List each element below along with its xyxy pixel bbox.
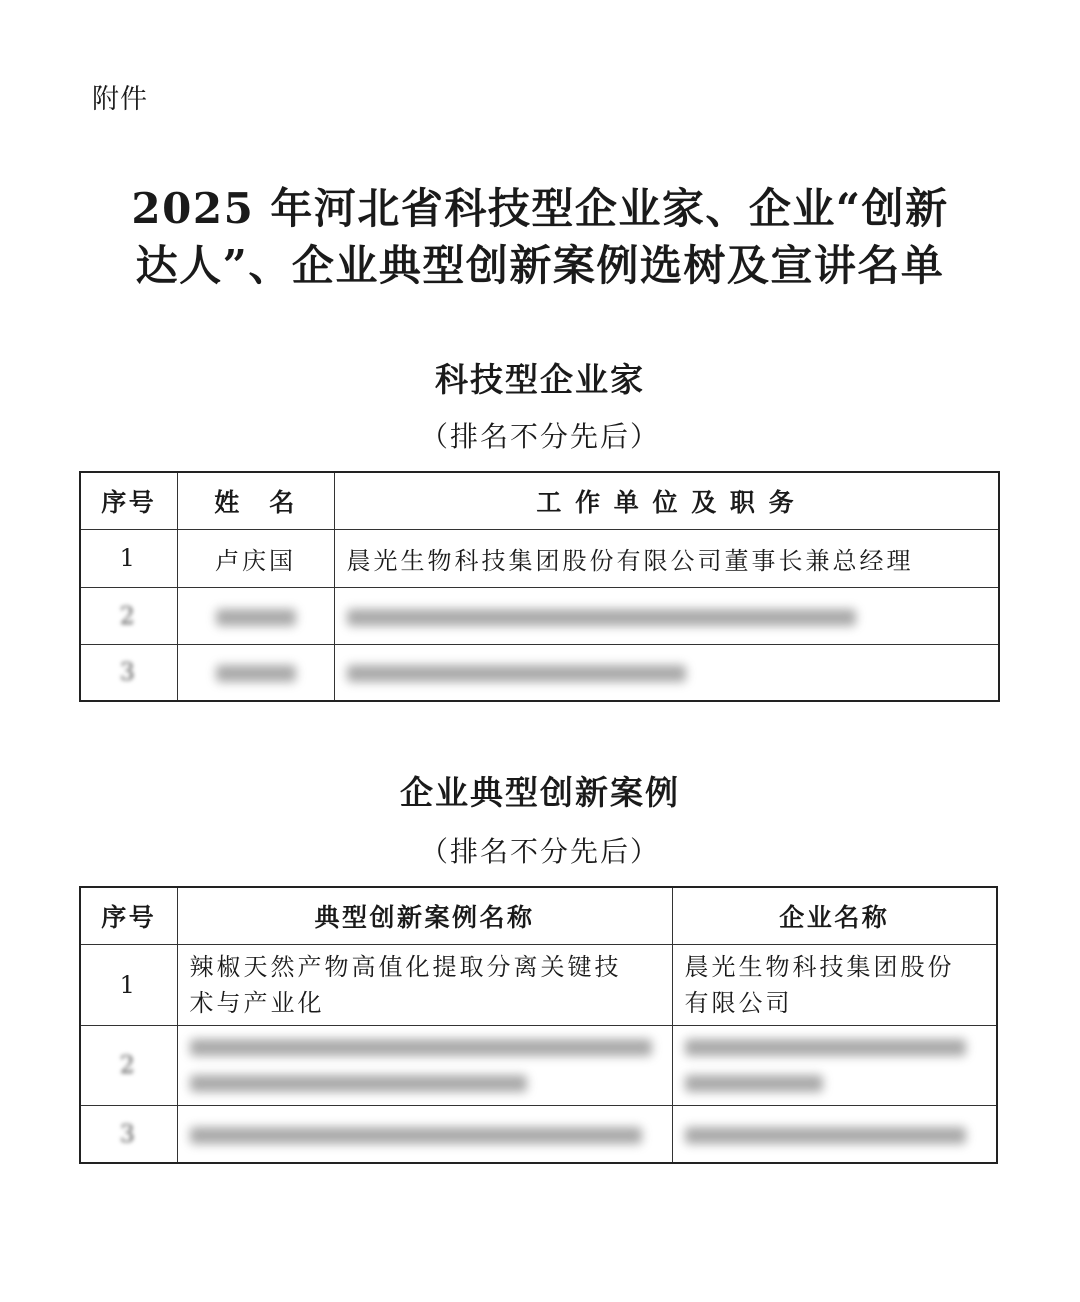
entrepreneurs-table [79, 471, 1000, 702]
innovation-cases-table [79, 886, 998, 1164]
blurred-row-number: 2 [119, 1051, 138, 1079]
blurred-text [685, 1127, 966, 1144]
blurred-row-number: 2 [119, 601, 138, 630]
case-name [177, 1105, 672, 1163]
person-name [177, 587, 334, 644]
title-line-2: 达人”、企业典型创新案例选树及宣讲名单 [135, 241, 945, 290]
blurred-text [347, 609, 856, 626]
table-row [80, 529, 999, 587]
blurred-text [190, 1127, 642, 1144]
blurred-row-number: 3 [119, 1119, 138, 1148]
company-name-line: 有限公司 [684, 988, 793, 1017]
person-position [334, 587, 999, 644]
section-note-innovation-cases: （排名不分先后） [419, 835, 660, 868]
company-name [672, 1025, 997, 1105]
row-number: 1 [80, 529, 177, 587]
column-header-name: 姓 名 [177, 472, 334, 529]
person-name: 卢庆国 [177, 529, 334, 587]
table-header-row [80, 472, 999, 529]
blurred-text [685, 1075, 823, 1092]
row-number [80, 1025, 177, 1105]
table-row [80, 1105, 997, 1163]
blurred-text [347, 665, 686, 682]
table-row [80, 644, 999, 701]
company-name [672, 944, 997, 1025]
table-header-row [80, 887, 997, 944]
column-header-company: 企业名称 [672, 887, 997, 944]
person-position: 晨光生物科技集团股份有限公司董事长兼总经理 [334, 529, 999, 587]
row-number: 1 [80, 944, 177, 1025]
person-position [334, 644, 999, 701]
table-row [80, 587, 999, 644]
case-name [177, 1025, 672, 1105]
column-header-case-name: 典型创新案例名称 [177, 887, 672, 944]
section-heading-innovation-cases: 企业典型创新案例 [400, 773, 680, 812]
title-line-1: 2025 年河北省科技型企业家、企业“创新 [131, 184, 949, 233]
table-row [80, 944, 997, 1025]
case-name-line: 辣椒天然产物高值化提取分离关键技 [189, 952, 622, 981]
case-name-line: 术与产业化 [189, 988, 325, 1017]
blurred-row-number: 3 [119, 658, 138, 687]
company-name [672, 1105, 997, 1163]
blurred-text [685, 1039, 966, 1056]
column-header-no: 序号 [80, 887, 177, 944]
document-title [0, 180, 1080, 294]
attachment-label: 附件 [92, 84, 148, 115]
section-note-entrepreneurs: （排名不分先后） [419, 420, 660, 453]
case-name [177, 944, 672, 1025]
column-header-no: 序号 [80, 472, 177, 529]
person-name [177, 644, 334, 701]
blurred-text [216, 665, 296, 682]
blurred-text [216, 609, 296, 626]
section-heading-entrepreneurs: 科技型企业家 [435, 360, 645, 399]
row-number [80, 587, 177, 644]
column-header-position: 工 作 单 位 及 职 务 [334, 472, 999, 529]
company-name-line: 晨光生物科技集团股份 [684, 952, 955, 981]
blurred-text [190, 1075, 527, 1092]
row-number [80, 644, 177, 701]
blurred-text [190, 1039, 652, 1056]
row-number [80, 1105, 177, 1163]
table-row [80, 1025, 997, 1105]
